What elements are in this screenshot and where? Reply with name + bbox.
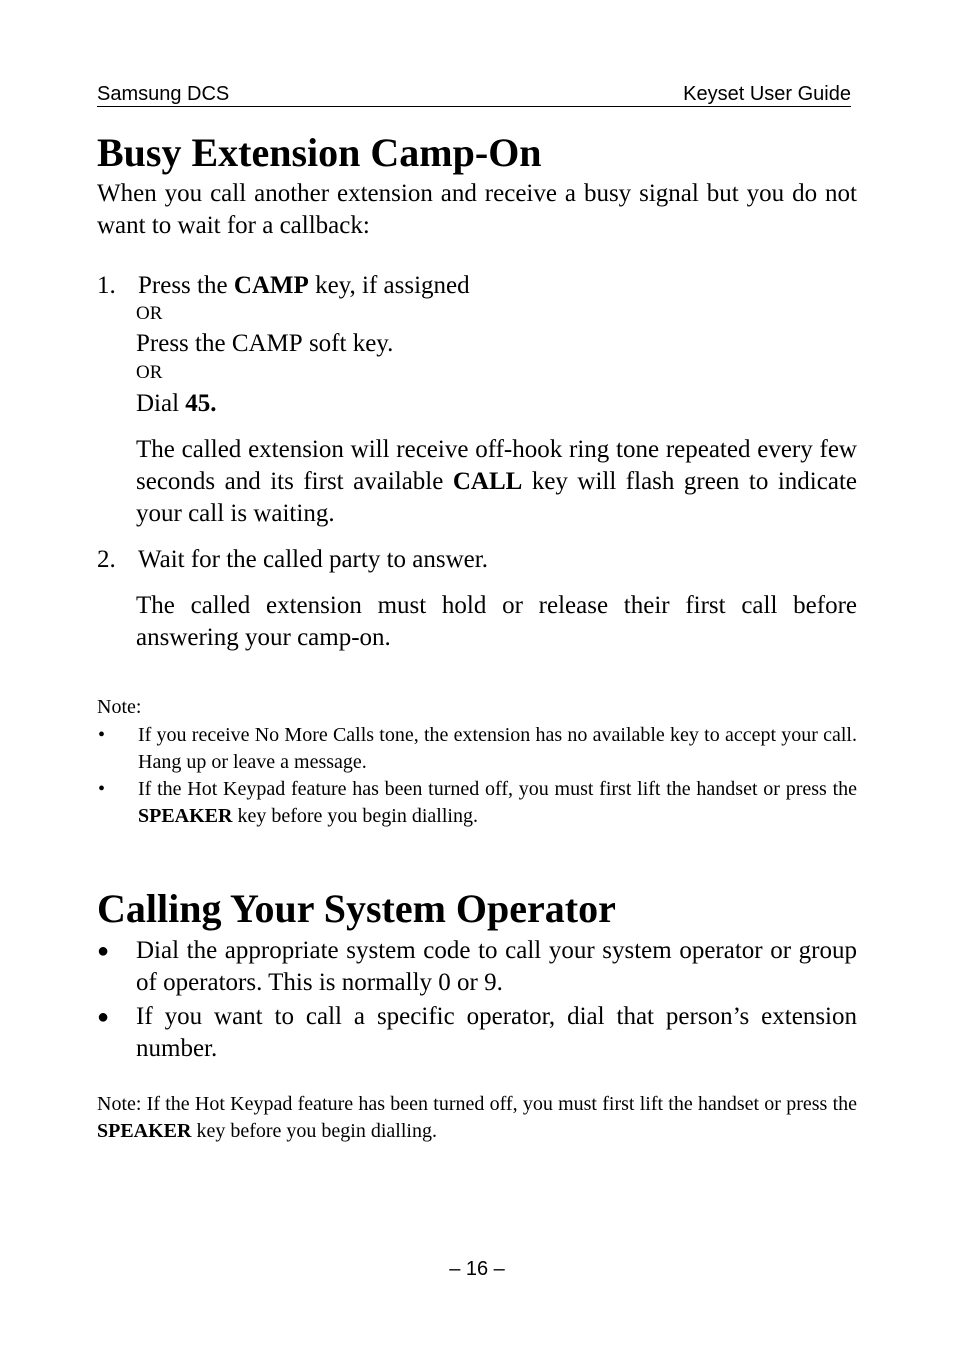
step-2-text: Wait for the called party to answer.	[138, 546, 488, 573]
speaker-key-label: SPEAKER	[138, 805, 233, 827]
header-product: Samsung DCS	[97, 83, 230, 105]
step-1-text: Press the	[138, 272, 234, 299]
camp-key-label: CAMP	[233, 272, 309, 299]
speaker-key-label: SPEAKER	[97, 1120, 192, 1142]
step-2-explanation: The called extension must hold or release their first call before answering your camp-on.	[136, 592, 857, 651]
note-label: Note:	[97, 696, 142, 718]
section-title-camp-on: Busy Extension Camp-On	[97, 130, 542, 175]
step-1-text-end: key, if assigned	[308, 272, 470, 299]
call-key-label: CALL	[452, 468, 523, 495]
note-text-end: key before you begin dialling.	[232, 805, 478, 827]
step-1-option-camp-key	[138, 270, 470, 302]
section-title-system-operator: Calling Your System Operator	[97, 886, 616, 931]
bullet-dot: •	[98, 724, 106, 746]
bullet-dot: ●	[97, 940, 110, 962]
step-1-explanation	[136, 434, 857, 530]
note-bullet-no-more-calls: If you receive No More Calls tone, the extension has no available key to accept your call. Hang up or leave a message.	[138, 724, 857, 773]
step-1-option-dial	[136, 388, 217, 420]
operator-bullet-specific: If you want to call a specific operator, dial that person’s extension number.	[136, 1003, 857, 1062]
step-1-number: 1.	[97, 272, 116, 299]
operator-note	[97, 1091, 857, 1145]
note-text: If the Hot Keypad feature has been turned off, you must first lift the handset or press the	[138, 778, 857, 800]
operator-note-text-end: key before you begin dialling.	[191, 1120, 437, 1142]
bullet-dot: ●	[97, 1006, 110, 1028]
soft-key-text-end: soft key.	[302, 330, 394, 357]
page-number: – 16 –	[449, 1258, 505, 1280]
camp-on-intro: When you call another extension and receive a busy signal but you do not want to wait for a callback:	[97, 180, 857, 239]
explanation-text: The called extension will receive off-hook ring tone repeated every few seconds and its first available	[136, 436, 857, 495]
or-separator-1: OR	[136, 303, 163, 324]
note-bullet-hot-keypad	[138, 776, 857, 830]
bullet-dot: •	[98, 778, 106, 800]
dial-text: Dial	[136, 390, 186, 417]
camp-soft-key-label: CAMP	[231, 330, 303, 357]
dial-code: 45.	[185, 390, 217, 417]
step-1-option-soft-key	[136, 328, 393, 360]
soft-key-text: Press the	[136, 330, 232, 357]
running-header	[97, 82, 851, 107]
header-guide-title: Keyset User Guide	[683, 83, 851, 105]
operator-bullet-system-code: Dial the appropriate system code to call your system operator or group of operators. This is normally 0 or 9.	[136, 937, 857, 996]
or-separator-2: OR	[136, 362, 163, 383]
step-2-number: 2.	[97, 546, 116, 573]
operator-note-text: Note: If the Hot Keypad feature has been turned off, you must first lift the handset or press the	[97, 1093, 857, 1115]
explanation-text-end: key will flash green to indicate your call is waiting.	[136, 468, 857, 527]
